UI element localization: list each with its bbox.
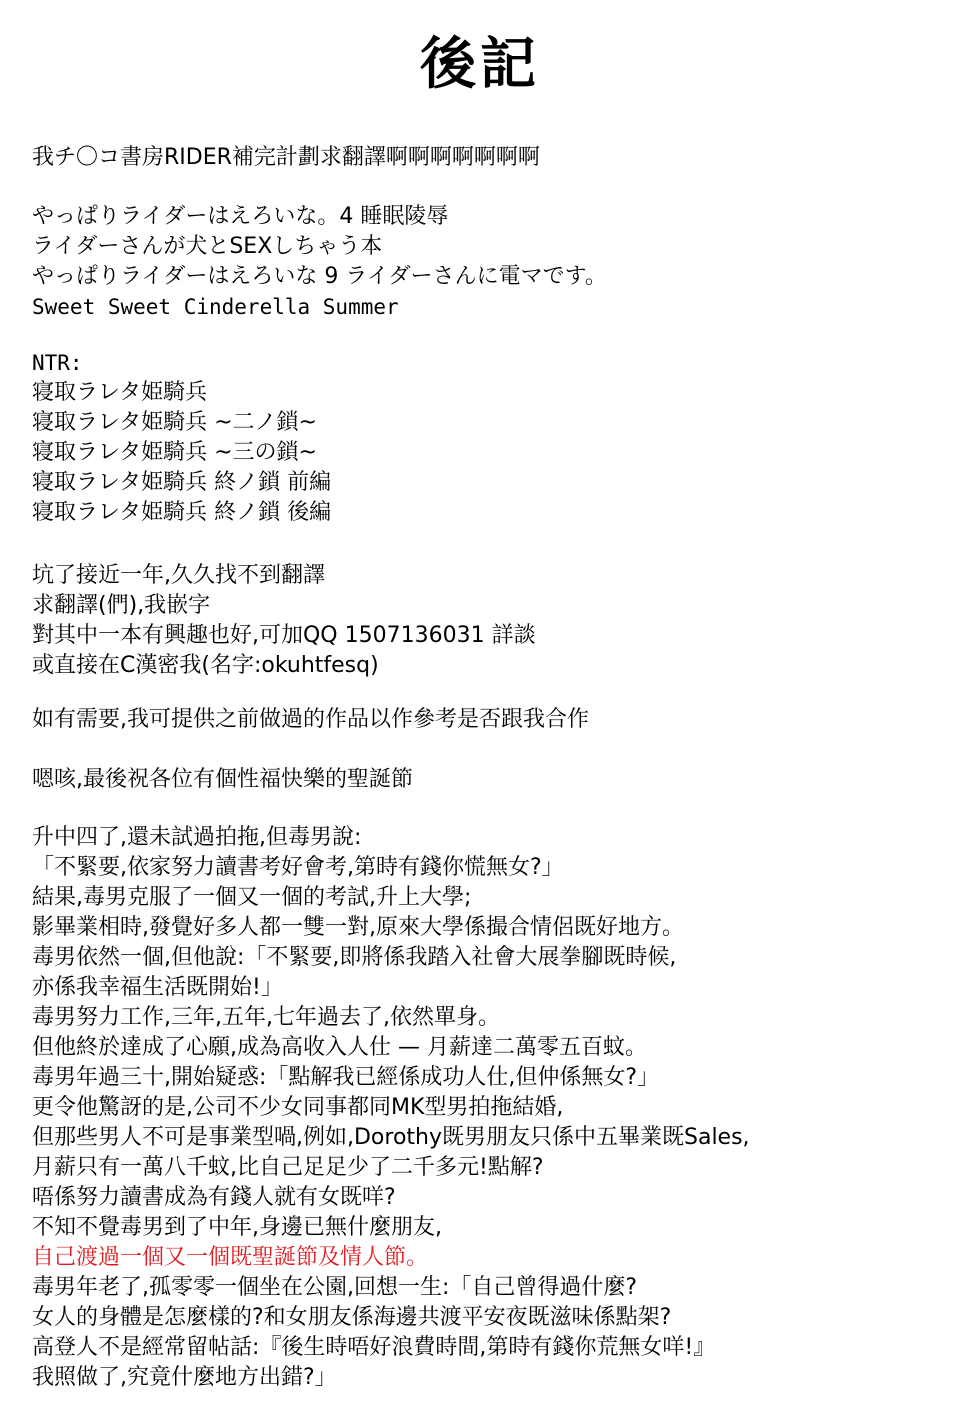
ntr-item: 寝取ラレタ姫騎兵 ~三の鎖~ bbox=[32, 440, 317, 465]
story-line: 「不緊要,依家努力讀書考好會考,第時有錢你慌無女?」 bbox=[32, 855, 564, 880]
request-line: 對其中一本有興趣也好,可加QQ 1507136031 詳談 bbox=[32, 623, 536, 648]
intro-block bbox=[32, 143, 932, 173]
story-line: 不知不覺毒男到了中年,身邊已無什麼朋友, bbox=[32, 1215, 442, 1240]
ntr-item: 寝取ラレタ姫騎兵 終ノ鎖 前編 bbox=[32, 470, 332, 495]
translator-request bbox=[32, 561, 932, 681]
ntr-label: NTR: bbox=[32, 351, 83, 375]
story-line: 唔係努力讀書成為有錢人就有女既咩? bbox=[32, 1185, 396, 1210]
ntr-item: 寝取ラレタ姫騎兵 終ノ鎖 後編 bbox=[32, 500, 332, 525]
story-line: 但他終於達成了心願,成為高收入人仕 — 月薪達二萬零五百蚊。 bbox=[32, 1035, 647, 1060]
request-line: 或直接在C漢密我(名字:okuhtfesq) bbox=[32, 653, 379, 678]
story-line: 毒男年老了,孤零零一個坐在公園,回想一生:「自己曾得過什麼? bbox=[32, 1275, 638, 1300]
ntr-item: 寝取ラレタ姫騎兵 ~二ノ鎖~ bbox=[32, 410, 317, 435]
work-title: ライダーさんが犬とSEXしちゃう本 bbox=[32, 234, 383, 259]
offer-block bbox=[32, 705, 932, 735]
ntr-list bbox=[32, 348, 932, 528]
greeting-block bbox=[32, 765, 932, 795]
work-title: やっぱりライダーはえろいな。4 睡眠陵辱 bbox=[32, 204, 449, 229]
story-line: 月薪只有一萬八千蚊,比自己足足少了二千多元!點解? bbox=[32, 1155, 544, 1180]
offer-line: 如有需要,我可提供之前做過的作品以作參考是否跟我合作 bbox=[32, 707, 589, 732]
ntr-item: 寝取ラレタ姫騎兵 bbox=[32, 380, 208, 405]
story-line: 升中四了,還未試過拍拖,但毒男說: bbox=[32, 825, 362, 850]
story-line: 我照做了,究竟什麼地方出錯?」 bbox=[32, 1365, 337, 1390]
story-line: 更令他驚訝的是,公司不少女同事都同MK型男拍拖結婚, bbox=[32, 1095, 564, 1120]
story-line: 毒男依然一個,但他說:「不緊要,即將係我踏入社會大展拳腳既時候, bbox=[32, 945, 677, 970]
story-line: 女人的身體是怎麼樣的?和女朋友係海邊共渡平安夜既滋味係點架? bbox=[32, 1305, 672, 1330]
work-title: やっぱりライダーはえろいな 9 ライダーさんに電マです。 bbox=[32, 264, 607, 289]
story-block bbox=[32, 823, 932, 1393]
story-line: 結果,毒男克服了一個又一個的考試,升上大學; bbox=[32, 885, 472, 910]
story-line: 毒男努力工作,三年,五年,七年過去了,依然單身。 bbox=[32, 1005, 500, 1030]
request-line: 坑了接近一年,久久找不到翻譯 bbox=[32, 563, 325, 588]
request-line: 求翻譯(們),我嵌字 bbox=[32, 593, 211, 618]
work-title: Sweet Sweet Cinderella Summer bbox=[32, 295, 399, 319]
page-title: 後記 bbox=[420, 32, 540, 97]
story-line: 影畢業相時,發覺好多人都一雙一對,原來大學係撮合情侶既好地方。 bbox=[32, 915, 684, 940]
story-line-highlighted: 自己渡過一個又一個既聖誕節及情人節。 bbox=[32, 1245, 429, 1270]
works-list bbox=[32, 202, 932, 322]
intro-line: 我チ〇コ書房RIDER補完計劃求翻譯啊啊啊啊啊啊啊 bbox=[32, 145, 540, 170]
story-line: 但那些男人不可是事業型喎,例如,Dorothy既男朋友只係中五畢業既Sales, bbox=[32, 1125, 750, 1150]
story-line: 亦係我幸福生活既開始!」 bbox=[32, 975, 283, 1000]
story-line: 高登人不是經常留帖話:『後生時唔好浪費時間,第時有錢你荒無女咩!』 bbox=[32, 1335, 716, 1360]
story-line: 毒男年過三十,開始疑惑:「點解我已經係成功人仕,但仲係無女?」 bbox=[32, 1065, 660, 1090]
greeting-line: 嗯咳,最後祝各位有個性福快樂的聖誕節 bbox=[32, 767, 413, 792]
